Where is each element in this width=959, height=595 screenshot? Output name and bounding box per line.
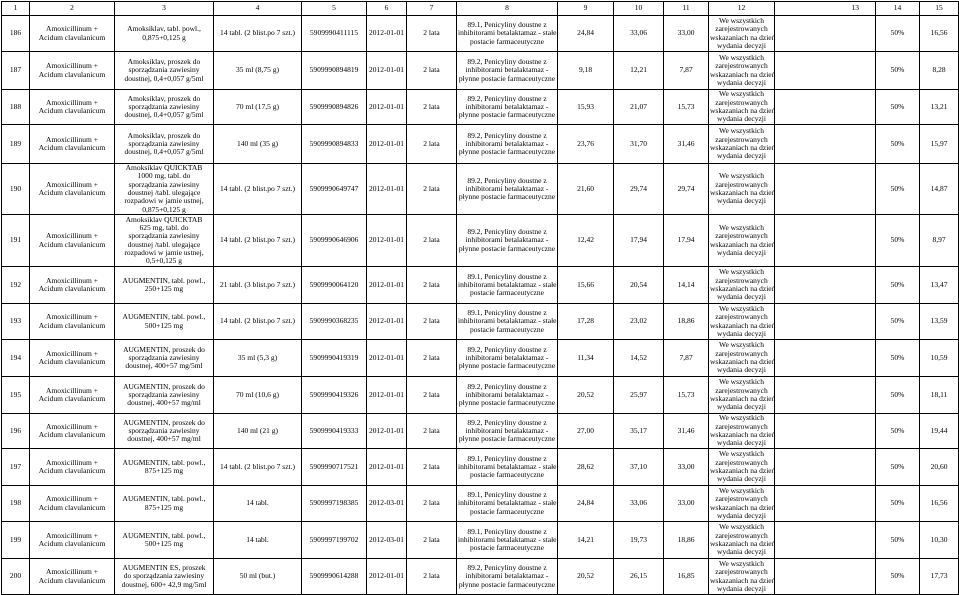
validity-period: 2 lata bbox=[407, 267, 457, 304]
patient-copayment: 13,21 bbox=[920, 90, 959, 125]
decision-date: 2012-01-01 bbox=[367, 125, 407, 164]
payment-level: 50% bbox=[876, 377, 920, 414]
ean-code: 5909990368235 bbox=[302, 304, 367, 340]
reimbursement-limit: 33,00 bbox=[664, 449, 709, 486]
patient-copayment: 13,47 bbox=[920, 267, 959, 304]
validity-period: 2 lata bbox=[407, 377, 457, 414]
reimbursement-limit: 31,46 bbox=[664, 125, 709, 164]
wholesale-price: 35,17 bbox=[614, 414, 664, 449]
package-size: 14 tabl. (2 blist.po 7 szt.) bbox=[214, 215, 302, 267]
decision-date: 2012-01-01 bbox=[367, 52, 407, 90]
official-price: 9,18 bbox=[558, 52, 614, 90]
decision-date: 2012-01-01 bbox=[367, 90, 407, 125]
off-label-scope bbox=[775, 125, 876, 164]
row-number: 190 bbox=[2, 164, 30, 215]
patient-copayment: 10,30 bbox=[920, 522, 959, 559]
product-name: AUGMENTIN, tabl. powl., 875+125 mg bbox=[115, 449, 214, 486]
ean-code: 5909990614288 bbox=[302, 559, 367, 595]
ean-code: 5909990419319 bbox=[302, 340, 367, 377]
product-name: Amoksiklav, proszek do sporządzania zawiesiny doustnej, 0,4+0,057 g/5ml bbox=[115, 90, 214, 125]
ean-code: 5909990411115 bbox=[302, 16, 367, 52]
official-price: 27,00 bbox=[558, 414, 614, 449]
active-substance: Amoxicillinum + Acidum clavulanicum bbox=[30, 52, 115, 90]
indication-scope: We wszystkich zarejestrowanych wskazaniach na dzień wydania decyzji bbox=[709, 215, 775, 267]
off-label-scope bbox=[775, 377, 876, 414]
limit-group: 89.2, Penicyliny doustne z inhibitorami betalaktamaz - płynne postacie farmaceutyczne bbox=[457, 215, 558, 267]
official-price: 20,52 bbox=[558, 377, 614, 414]
ean-code: 5909990646906 bbox=[302, 215, 367, 267]
decision-date: 2012-01-01 bbox=[367, 267, 407, 304]
wholesale-price: 12,21 bbox=[614, 52, 664, 90]
validity-period: 2 lata bbox=[407, 304, 457, 340]
table-row bbox=[2, 267, 959, 304]
indication-scope: We wszystkich zarejestrowanych wskazaniach na dzień wydania decyzji bbox=[710, 485, 776, 520]
reimbursement-limit: 14,14 bbox=[664, 267, 709, 304]
payment-level: 50% bbox=[876, 414, 920, 449]
ean-code: 5909990419326 bbox=[302, 377, 367, 414]
official-price: 20,52 bbox=[558, 559, 614, 595]
validity-period: 2 lata bbox=[407, 90, 457, 125]
reimbursement-limit: 29,74 bbox=[664, 164, 709, 215]
table-row bbox=[2, 16, 959, 52]
row-number: 197 bbox=[2, 449, 30, 486]
decision-date: 2012-03-01 bbox=[367, 486, 407, 522]
reimbursement-limit: 15,73 bbox=[664, 377, 709, 414]
package-size: 14 tabl. (2 blist.po 7 szt.) bbox=[214, 304, 302, 340]
official-price: 17,28 bbox=[558, 304, 614, 340]
patient-copayment: 16,56 bbox=[920, 486, 959, 522]
wholesale-price: 25,97 bbox=[614, 377, 664, 414]
package-size: 70 ml (10,6 g) bbox=[214, 377, 302, 414]
payment-level: 50% bbox=[876, 16, 920, 52]
payment-level: 50% bbox=[876, 52, 920, 90]
off-label-scope bbox=[775, 559, 876, 595]
table-row bbox=[2, 559, 959, 595]
column-number: 5 bbox=[302, 2, 367, 16]
patient-copayment: 15,97 bbox=[920, 125, 959, 164]
reimbursement-limit: 33,00 bbox=[664, 16, 709, 52]
table-row bbox=[2, 52, 959, 90]
reimbursement-limit: 7,87 bbox=[664, 340, 709, 377]
ean-code: 5909997199702 bbox=[302, 522, 367, 559]
off-label-scope bbox=[775, 340, 876, 377]
indication-scope: We wszystkich zarejestrowanych wskazaniach na dzień wydania decyzji bbox=[710, 303, 776, 338]
row-number: 199 bbox=[2, 522, 30, 559]
validity-period: 2 lata bbox=[407, 449, 457, 486]
package-size: 35 ml (8,75 g) bbox=[214, 52, 302, 90]
limit-group: 89.1, Penicyliny doustne z inhibitorami betalaktamaz - stałe postacie farmaceutyczne bbox=[457, 267, 558, 304]
patient-copayment: 20,60 bbox=[920, 449, 959, 486]
active-substance: Amoxicillinum + Acidum clavulanicum bbox=[30, 340, 115, 377]
table-row bbox=[2, 486, 959, 522]
indication-scope: We wszystkich zarejestrowanych wskazaniach na dzień wydania decyzji bbox=[709, 340, 775, 377]
ean-code: 5909990894833 bbox=[302, 125, 367, 164]
product-name: AUGMENTIN, tabl. powl., 500+125 mg bbox=[115, 522, 214, 559]
validity-period: 2 lata bbox=[407, 522, 457, 559]
column-number-row bbox=[2, 2, 959, 16]
limit-group: 89.2, Penicyliny doustne z inhibitorami betalaktamaz - płynne postacie farmaceutyczne bbox=[457, 90, 558, 125]
wholesale-price: 17,94 bbox=[614, 215, 664, 267]
package-size: 14 tabl. (2 blist.po 7 szt.) bbox=[214, 16, 302, 52]
row-number: 191 bbox=[2, 215, 30, 267]
wholesale-price: 20,54 bbox=[614, 267, 664, 304]
official-price: 14,21 bbox=[558, 522, 614, 559]
patient-copayment: 8,28 bbox=[920, 52, 959, 90]
package-size: 14 tabl. bbox=[214, 522, 302, 559]
package-size: 50 ml (but.) bbox=[214, 559, 302, 595]
validity-period: 2 lata bbox=[407, 164, 457, 215]
official-price: 24,84 bbox=[558, 16, 614, 52]
table-row bbox=[2, 125, 959, 164]
column-number: 2 bbox=[30, 2, 115, 16]
decision-date: 2012-01-01 bbox=[367, 164, 407, 215]
ean-code: 5909990064120 bbox=[302, 267, 367, 304]
product-name: AUGMENTIN, proszek do sporządzania zawiesiny doustnej, 400+57 mg/5ml bbox=[115, 340, 214, 377]
package-size: 14 tabl. (2 blist.po 7 szt.) bbox=[214, 449, 302, 486]
package-size: 140 ml (21 g) bbox=[214, 414, 302, 449]
column-number: 4 bbox=[214, 2, 302, 16]
decision-date: 2012-01-01 bbox=[367, 377, 407, 414]
wholesale-price: 21,07 bbox=[614, 90, 664, 125]
payment-level: 50% bbox=[876, 486, 920, 522]
off-label-scope bbox=[775, 215, 876, 267]
indication-scope: We wszystkich zarejestrowanych wskazaniach na dzień wydania decyzji bbox=[709, 267, 775, 304]
decision-date: 2012-01-01 bbox=[367, 16, 407, 52]
reimbursement-limit: 17,94 bbox=[664, 215, 709, 267]
reimbursement-limit: 18,86 bbox=[664, 304, 709, 340]
official-price: 15,93 bbox=[558, 90, 614, 125]
off-label-scope bbox=[775, 522, 876, 559]
official-price: 21,60 bbox=[558, 164, 614, 215]
limit-group: 89.2, Penicyliny doustne z inhibitorami betalaktamaz - płynne postacie farmaceutyczne bbox=[457, 377, 558, 414]
row-number: 192 bbox=[2, 267, 30, 304]
product-name: AUGMENTIN ES, proszek do sporządzania zawiesiny doustnej, 600+ 42,9 mg/5ml bbox=[115, 559, 214, 595]
payment-level: 50% bbox=[876, 90, 920, 125]
official-price: 23,76 bbox=[558, 125, 614, 164]
wholesale-price: 26,15 bbox=[614, 559, 664, 595]
wholesale-price: 19,73 bbox=[614, 522, 664, 559]
table-row bbox=[2, 304, 959, 340]
patient-copayment: 13,59 bbox=[920, 304, 959, 340]
column-number: 14 bbox=[876, 2, 920, 16]
active-substance: Amoxicillinum + Acidum clavulanicum bbox=[30, 90, 115, 125]
limit-group: 89.2, Penicyliny doustne z inhibitorami betalaktamaz - płynne postacie farmaceutyczne bbox=[457, 414, 558, 449]
indication-scope: We wszystkich zarejestrowanych wskazaniach na dzień wydania decyzji bbox=[710, 558, 776, 593]
off-label-scope bbox=[775, 90, 876, 125]
validity-period: 2 lata bbox=[407, 559, 457, 595]
payment-level: 50% bbox=[876, 559, 920, 595]
official-price: 11,34 bbox=[558, 340, 614, 377]
payment-level: 50% bbox=[876, 340, 920, 377]
active-substance: Amoxicillinum + Acidum clavulanicum bbox=[30, 215, 115, 267]
patient-copayment: 19,44 bbox=[920, 414, 959, 449]
indication-scope: We wszystkich zarejestrowanych wskazaniach na dzień wydania decyzji bbox=[709, 377, 775, 414]
indication-scope: We wszystkich zarejestrowanych wskazaniach na dzień wydania decyzji bbox=[709, 125, 775, 164]
product-name: AUGMENTIN, tabl. powl., 500+125 mg bbox=[115, 304, 214, 340]
table-row bbox=[2, 414, 959, 449]
decision-date: 2012-01-01 bbox=[367, 449, 407, 486]
indication-scope: We wszystkich zarejestrowanych wskazaniach na dzień wydania decyzji bbox=[709, 52, 775, 90]
payment-level: 50% bbox=[876, 164, 920, 215]
ean-code: 5909990894826 bbox=[302, 90, 367, 125]
reimbursement-limit: 18,86 bbox=[664, 522, 709, 559]
payment-level: 50% bbox=[876, 304, 920, 340]
limit-group: 89.1, Penicyliny doustne z inhibitorami betalaktamaz - stałe postacie farmaceutyczne bbox=[457, 486, 558, 522]
patient-copayment: 14,87 bbox=[920, 164, 959, 215]
active-substance: Amoxicillinum + Acidum clavulanicum bbox=[30, 304, 115, 340]
validity-period: 2 lata bbox=[407, 215, 457, 267]
payment-level: 50% bbox=[876, 267, 920, 304]
row-number: 186 bbox=[2, 16, 30, 52]
validity-period: 2 lata bbox=[407, 340, 457, 377]
indication-scope: We wszystkich zarejestrowanych wskazaniach na dzień wydania decyzji bbox=[710, 15, 776, 50]
indication-scope: We wszystkich zarejestrowanych wskazaniach na dzień wydania decyzji bbox=[709, 164, 775, 215]
off-label-scope bbox=[775, 267, 876, 304]
product-name: Amoksiklav, tabl. powl., 0,875+0,125 g bbox=[115, 16, 214, 52]
row-number: 198 bbox=[2, 486, 30, 522]
ean-code: 5909990649747 bbox=[302, 164, 367, 215]
row-number: 189 bbox=[2, 125, 30, 164]
decision-date: 2012-01-01 bbox=[367, 215, 407, 267]
ean-code: 5909990717521 bbox=[302, 449, 367, 486]
decision-date: 2012-01-01 bbox=[367, 414, 407, 449]
off-label-scope bbox=[775, 414, 876, 449]
limit-group: 89.2, Penicyliny doustne z inhibitorami betalaktamaz - płynne postacie farmaceutyczne bbox=[457, 52, 558, 90]
limit-group: 89.1, Penicyliny doustne z inhibitorami betalaktamaz - stałe postacie farmaceutyczne bbox=[457, 522, 558, 559]
table-row bbox=[2, 449, 959, 486]
validity-period: 2 lata bbox=[407, 125, 457, 164]
limit-group: 89.2, Penicyliny doustne z inhibitorami betalaktamaz - płynne postacie farmaceutyczne bbox=[457, 125, 558, 164]
row-number: 196 bbox=[2, 414, 30, 449]
column-number: 15 bbox=[920, 2, 959, 16]
package-size: 35 ml (5,3 g) bbox=[214, 340, 302, 377]
ean-code: 5909997198385 bbox=[302, 486, 367, 522]
row-number: 194 bbox=[2, 340, 30, 377]
validity-period: 2 lata bbox=[407, 52, 457, 90]
decision-date: 2012-01-01 bbox=[367, 304, 407, 340]
off-label-scope bbox=[775, 164, 876, 215]
column-number: 6 bbox=[367, 2, 407, 16]
ean-code: 5909990419333 bbox=[302, 414, 367, 449]
column-number: 1 bbox=[2, 2, 30, 16]
table-row bbox=[2, 377, 959, 414]
limit-group: 89.1, Penicyliny doustne z inhibitorami betalaktamaz - stałe postacie farmaceutyczne bbox=[457, 304, 558, 340]
off-label-scope bbox=[775, 304, 876, 340]
table-row bbox=[2, 522, 959, 559]
product-name: Amoksiklav, proszek do sporządzania zawiesiny doustnej, 0,4+0,057 g/5ml bbox=[115, 52, 214, 90]
wholesale-price: 29,74 bbox=[614, 164, 664, 215]
limit-group: 89.2, Penicyliny doustne z inhibitorami betalaktamaz - płynne postacie farmaceutyczne bbox=[457, 164, 558, 215]
decision-date: 2012-03-01 bbox=[367, 522, 407, 559]
row-number: 188 bbox=[2, 90, 30, 125]
reimbursement-table bbox=[1, 1, 959, 595]
patient-copayment: 16,56 bbox=[920, 16, 959, 52]
column-number: 12 bbox=[709, 2, 775, 16]
active-substance: Amoxicillinum + Acidum clavulanicum bbox=[30, 414, 115, 449]
indication-scope: We wszystkich zarejestrowanych wskazaniach na dzień wydania decyzji bbox=[710, 89, 776, 124]
row-number: 200 bbox=[2, 559, 30, 595]
product-name: Amoksiklav QUICKTAB 1000 mg, tabl. do sporządzania zawiesiny doustnej /tabl. ulegające rozpadowi w jamie ustnej, 0,875+0,125 g bbox=[115, 164, 214, 215]
limit-group: 89.2, Penicyliny doustne z inhibitorami betalaktamaz - płynne postacie farmaceutyczne bbox=[457, 340, 558, 377]
active-substance: Amoxicillinum + Acidum clavulanicum bbox=[30, 377, 115, 414]
reimbursement-limit: 31,46 bbox=[664, 414, 709, 449]
official-price: 24,84 bbox=[558, 486, 614, 522]
table-body bbox=[2, 16, 959, 595]
off-label-scope bbox=[775, 449, 876, 486]
active-substance: Amoxicillinum + Acidum clavulanicum bbox=[30, 522, 115, 559]
column-number: 8 bbox=[457, 2, 558, 16]
indication-scope: We wszystkich zarejestrowanych wskazaniach na dzień wydania decyzji bbox=[709, 449, 775, 486]
official-price: 12,42 bbox=[558, 215, 614, 267]
payment-level: 50% bbox=[876, 449, 920, 486]
official-price: 28,62 bbox=[558, 449, 614, 486]
wholesale-price: 14,52 bbox=[614, 340, 664, 377]
patient-copayment: 8,97 bbox=[920, 215, 959, 267]
decision-date: 2012-01-01 bbox=[367, 340, 407, 377]
off-label-scope bbox=[775, 16, 876, 52]
validity-period: 2 lata bbox=[407, 414, 457, 449]
package-size: 14 tabl. bbox=[214, 486, 302, 522]
column-number: 9 bbox=[558, 2, 614, 16]
active-substance: Amoxicillinum + Acidum clavulanicum bbox=[30, 449, 115, 486]
wholesale-price: 33,06 bbox=[614, 16, 664, 52]
reimbursement-limit: 16,85 bbox=[664, 559, 709, 595]
reimbursement-limit: 7,87 bbox=[664, 52, 709, 90]
package-size: 21 tabl. (3 blist.po 7 szt.) bbox=[214, 267, 302, 304]
product-name: AUGMENTIN, tabl. powl., 250+125 mg bbox=[115, 267, 214, 304]
indication-scope: We wszystkich zarejestrowanych wskazaniach na dzień wydania decyzji bbox=[709, 522, 775, 559]
row-number: 195 bbox=[2, 377, 30, 414]
product-name: AUGMENTIN, proszek do sporządzania zawiesiny doustnej, 400+57 mg/ml bbox=[115, 414, 214, 449]
product-name: AUGMENTIN, tabl. powl., 875+125 mg bbox=[115, 486, 214, 522]
column-number: 13 bbox=[775, 2, 876, 16]
product-name: Amoksiklav, proszek do sporządzania zawiesiny doustnej, 0,4+0,057 g/5ml bbox=[115, 125, 214, 164]
limit-group: 89.2, Penicyliny doustne z inhibitorami betalaktamaz - płynne postacie farmaceutyczne bbox=[457, 559, 558, 595]
ean-code: 5909990894819 bbox=[302, 52, 367, 90]
active-substance: Amoxicillinum + Acidum clavulanicum bbox=[30, 559, 115, 595]
patient-copayment: 18,11 bbox=[920, 377, 959, 414]
wholesale-price: 23,02 bbox=[614, 304, 664, 340]
payment-level: 50% bbox=[876, 125, 920, 164]
official-price: 15,66 bbox=[558, 267, 614, 304]
row-number: 193 bbox=[2, 304, 30, 340]
column-number: 11 bbox=[664, 2, 709, 16]
reimbursement-limit: 15,73 bbox=[664, 90, 709, 125]
validity-period: 2 lata bbox=[407, 486, 457, 522]
row-number: 187 bbox=[2, 52, 30, 90]
package-size: 70 ml (17,5 g) bbox=[214, 90, 302, 125]
patient-copayment: 17,73 bbox=[920, 559, 959, 595]
payment-level: 50% bbox=[876, 215, 920, 267]
off-label-scope bbox=[775, 486, 876, 522]
table-row bbox=[2, 340, 959, 377]
active-substance: Amoxicillinum + Acidum clavulanicum bbox=[30, 267, 115, 304]
column-number: 7 bbox=[407, 2, 457, 16]
table-row bbox=[2, 215, 959, 267]
payment-level: 50% bbox=[876, 522, 920, 559]
limit-group: 89.1, Penicyliny doustne z inhibitorami betalaktamaz - stałe postacie farmaceutyczne bbox=[457, 449, 558, 486]
limit-group: 89.1, Penicyliny doustne z inhibitorami betalaktamaz - stałe postacie farmaceutyczne bbox=[457, 16, 558, 52]
active-substance: Amoxicillinum + Acidum clavulanicum bbox=[30, 164, 115, 215]
wholesale-price: 37,10 bbox=[614, 449, 664, 486]
active-substance: Amoxicillinum + Acidum clavulanicum bbox=[30, 125, 115, 164]
validity-period: 2 lata bbox=[407, 16, 457, 52]
indication-scope: We wszystkich zarejestrowanych wskazaniach na dzień wydania decyzji bbox=[710, 413, 776, 448]
product-name: AUGMENTIN, proszek do sporządzania zawiesiny doustnej, 400+57 mg/ml bbox=[115, 377, 214, 414]
off-label-scope bbox=[775, 52, 876, 90]
active-substance: Amoxicillinum + Acidum clavulanicum bbox=[30, 486, 115, 522]
column-number: 3 bbox=[115, 2, 214, 16]
decision-date: 2012-01-01 bbox=[367, 559, 407, 595]
wholesale-price: 33,06 bbox=[614, 486, 664, 522]
product-name: Amoksiklav QUICKTAB 625 mg, tabl. do sporządzania zawiesiny doustnej /tabl. ulegające rozpadowi w jamie ustnej, 0,5+0,125 g bbox=[115, 215, 214, 267]
table-row bbox=[2, 90, 959, 125]
reimbursement-limit: 33,00 bbox=[664, 486, 709, 522]
package-size: 140 ml (35 g) bbox=[214, 125, 302, 164]
column-number: 10 bbox=[614, 2, 664, 16]
table-row bbox=[2, 164, 959, 215]
active-substance: Amoxicillinum + Acidum clavulanicum bbox=[30, 16, 115, 52]
wholesale-price: 31,70 bbox=[614, 125, 664, 164]
package-size: 14 tabl. (2 blist.po 7 szt.) bbox=[214, 164, 302, 215]
patient-copayment: 10,59 bbox=[920, 340, 959, 377]
